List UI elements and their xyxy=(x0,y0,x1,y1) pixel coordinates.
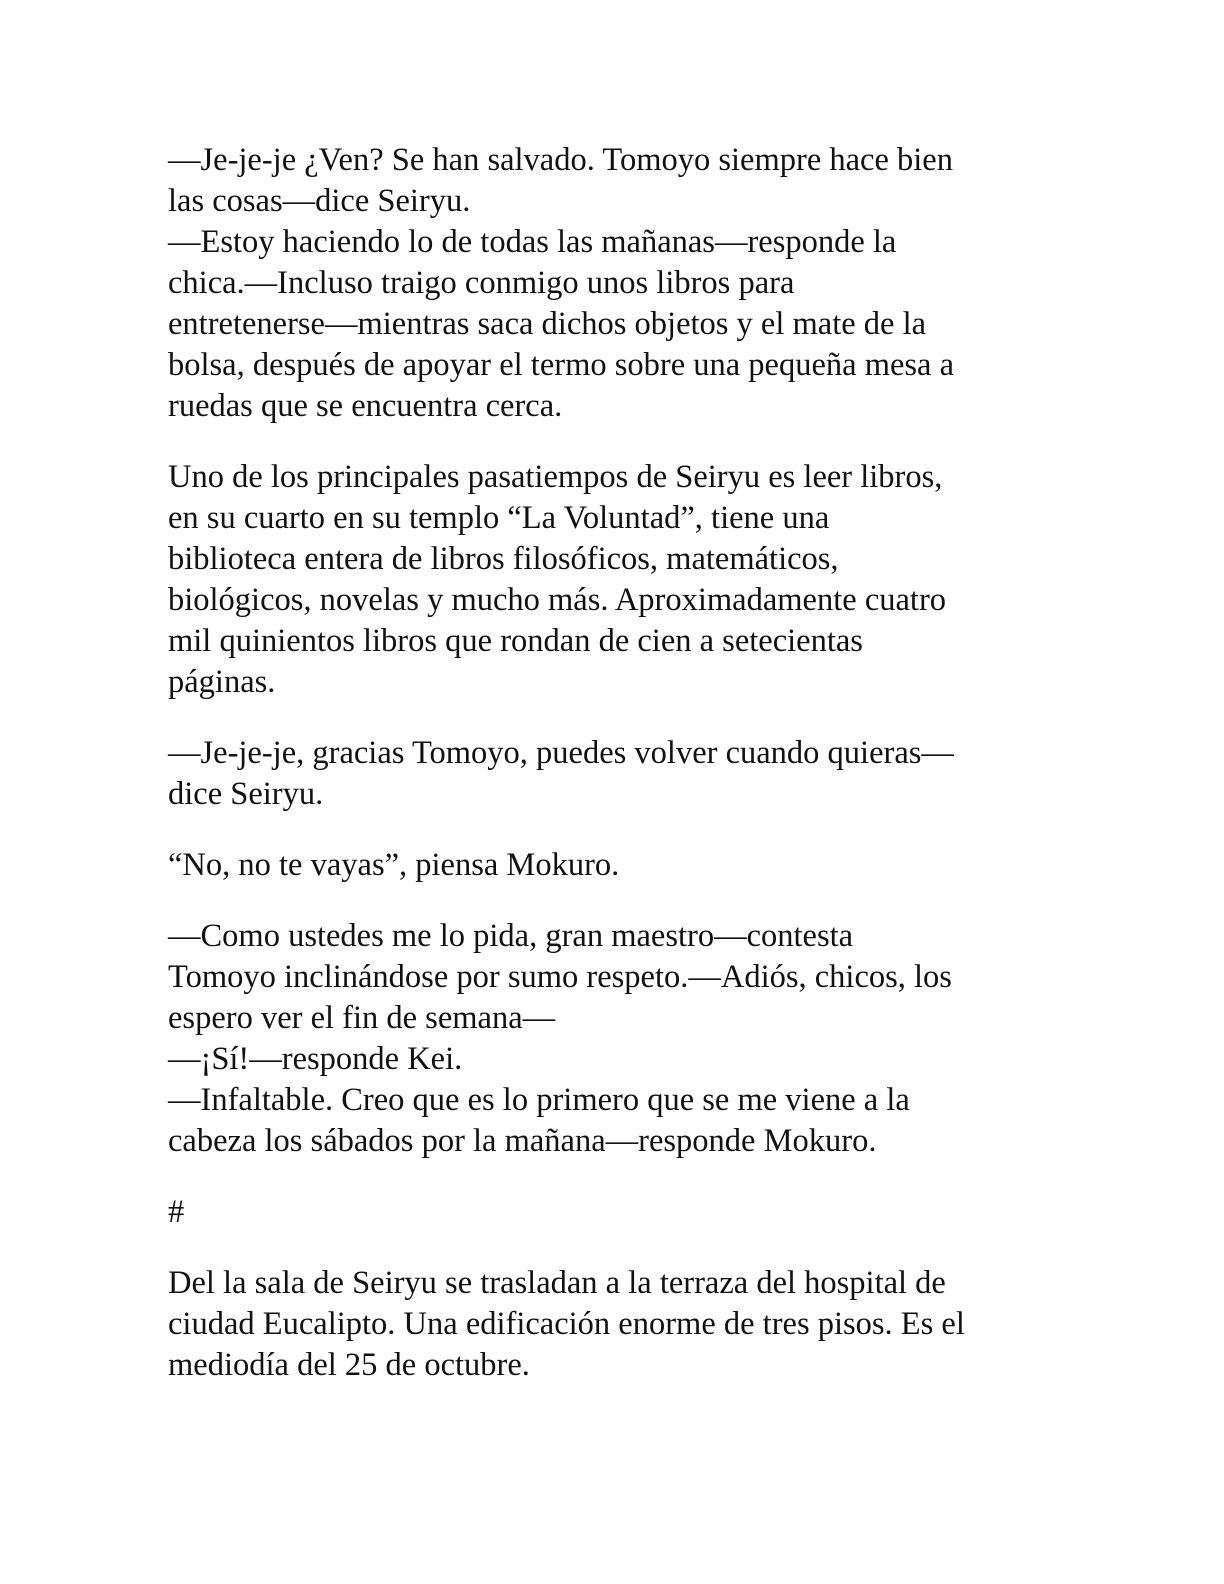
paragraph-seiryu-hobbies xyxy=(168,457,1058,703)
text-line: ruedas que se encuentra cerca. xyxy=(168,388,563,424)
text-line: Tomoyo inclinándose por sumo respeto.—Adiós, chicos, los xyxy=(168,959,952,995)
text-line: chica.—Incluso traigo conmigo unos libros para xyxy=(168,265,795,301)
text-line: —Je-je-je ¿Ven? Se han salvado. Tomoyo siempre hace bien xyxy=(168,142,953,178)
text-line: biblioteca entera de libros filosóficos, matemáticos, xyxy=(168,541,839,577)
document-page xyxy=(168,140,1058,1416)
text-line: las cosas—dice Seiryu. xyxy=(168,183,471,219)
paragraph-dialogue-seiryu-thanks xyxy=(168,733,1058,815)
text-line: —Je-je-je, gracias Tomoyo, puedes volver cuando quieras— xyxy=(168,735,954,771)
text-line: espero ver el fin de semana— xyxy=(168,1000,556,1036)
scene-break xyxy=(168,1192,1058,1233)
text-line: cabeza los sábados por la mañana—responde Mokuro. xyxy=(168,1123,877,1159)
paragraph-dialogue-tomoyo-arrives xyxy=(168,140,1058,427)
paragraph-mokuro-thought xyxy=(168,845,1058,886)
scene-break-marker: # xyxy=(168,1194,185,1230)
text-line: —¡Sí!—responde Kei. xyxy=(168,1041,463,1077)
text-line: bolsa, después de apoyar el termo sobre una pequeña mesa a xyxy=(168,347,955,383)
text-line: —Estoy haciendo lo de todas las mañanas—responde la xyxy=(168,224,897,260)
text-line: “No, no te vayas”, piensa Mokuro. xyxy=(168,847,620,883)
text-line: entretenerse—mientras saca dichos objetos y el mate de la xyxy=(168,306,927,342)
text-line: —Como ustedes me lo pida, gran maestro—contesta xyxy=(168,918,854,954)
text-line: dice Seiryu. xyxy=(168,776,324,812)
paragraph-hospital-terrace xyxy=(168,1263,1058,1386)
text-line: en su cuarto en su templo “La Voluntad”, tiene una xyxy=(168,500,830,536)
text-line: Del la sala de Seiryu se trasladan a la terraza del hospital de xyxy=(168,1265,946,1301)
text-line: ciudad Eucalipto. Una edificación enorme de tres pisos. Es el xyxy=(168,1306,965,1342)
text-line: —Infaltable. Creo que es lo primero que se me viene a la xyxy=(168,1082,910,1118)
text-line: Uno de los principales pasatiempos de Seiryu es leer libros, xyxy=(168,459,943,495)
text-line: mediodía del 25 de octubre. xyxy=(168,1347,530,1383)
paragraph-dialogue-farewell xyxy=(168,916,1058,1162)
text-line: mil quinientos libros que rondan de cien a setecientas xyxy=(168,623,863,659)
text-line: páginas. xyxy=(168,664,276,700)
text-line: biológicos, novelas y mucho más. Aproximadamente cuatro xyxy=(168,582,947,618)
